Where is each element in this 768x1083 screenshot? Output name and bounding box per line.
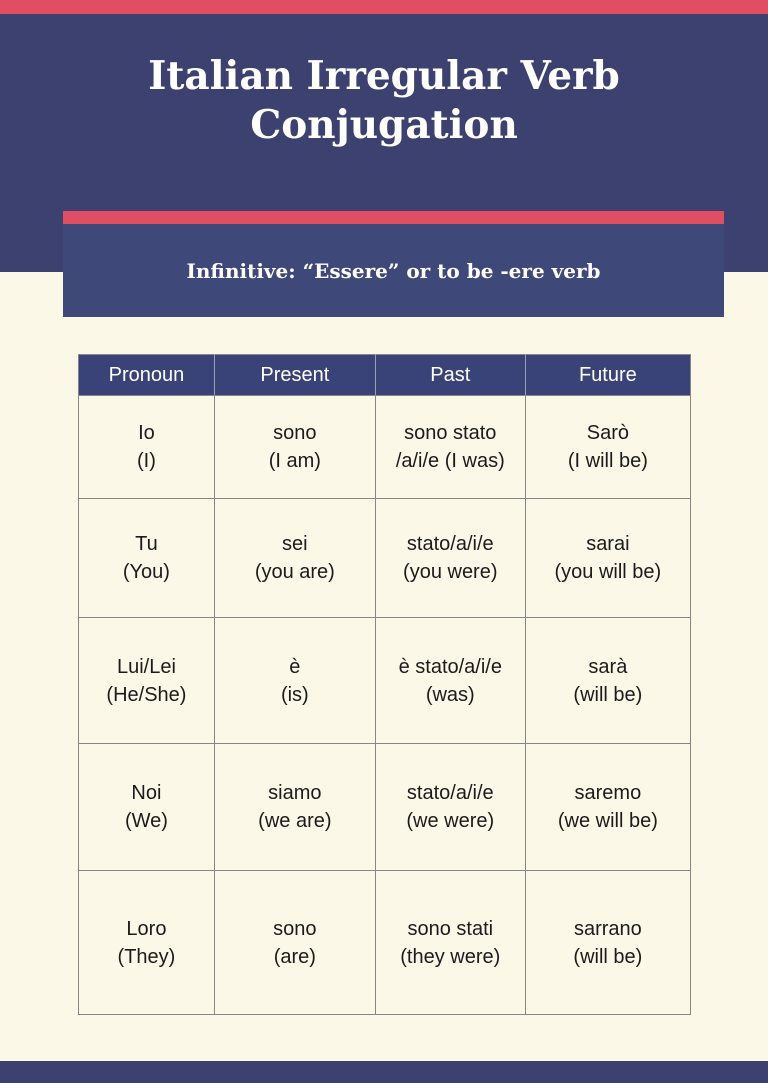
cell-present: sono (are) [214, 871, 375, 1015]
footer-strip [0, 1061, 768, 1083]
cell-future: sarrano (will be) [525, 871, 690, 1015]
banner-body [63, 224, 724, 317]
cell-present: sono (I am) [214, 396, 375, 499]
column-header-future: Future [525, 355, 690, 396]
cell-present: sei (you are) [214, 499, 375, 618]
cell-past: stato/a/i/e (you were) [375, 499, 525, 618]
table-header-row [79, 355, 691, 396]
cell-past: sono stati (they were) [375, 871, 525, 1015]
table-row [79, 871, 691, 1015]
cell-pronoun: Loro (They) [79, 871, 215, 1015]
cell-future: Sarò (I will be) [525, 396, 690, 499]
cell-future: sarai (you will be) [525, 499, 690, 618]
column-header-present: Present [214, 355, 375, 396]
page-title-line1: Italian Irregular Verb [148, 53, 620, 99]
page-title [0, 14, 768, 150]
table-row [79, 618, 691, 744]
conjugation-table-wrap [78, 354, 691, 1011]
cell-pronoun: Tu (You) [79, 499, 215, 618]
infinitive-banner [63, 211, 724, 317]
table-row [79, 499, 691, 618]
cell-past: sono stato /a/i/e (I was) [375, 396, 525, 499]
cell-pronoun: Noi (We) [79, 744, 215, 871]
cell-future: sarà (will be) [525, 618, 690, 744]
cell-pronoun: Lui/Lei (He/She) [79, 618, 215, 744]
column-header-past: Past [375, 355, 525, 396]
cell-pronoun: Io (I) [79, 396, 215, 499]
cell-past: stato/a/i/e (we were) [375, 744, 525, 871]
table-row [79, 396, 691, 499]
cell-future: saremo (we will be) [525, 744, 690, 871]
table-row [79, 744, 691, 871]
cell-past: è stato/a/i/e (was) [375, 618, 525, 744]
infinitive-label: Infinitive: “Essere” or to be -ere verb [186, 258, 601, 283]
column-header-pronoun: Pronoun [79, 355, 215, 396]
page-title-line2: Conjugation [250, 102, 518, 148]
cell-present: siamo (we are) [214, 744, 375, 871]
banner-accent-bar [63, 211, 724, 224]
top-accent-strip [0, 0, 768, 14]
conjugation-table [78, 354, 691, 1015]
cell-present: è (is) [214, 618, 375, 744]
